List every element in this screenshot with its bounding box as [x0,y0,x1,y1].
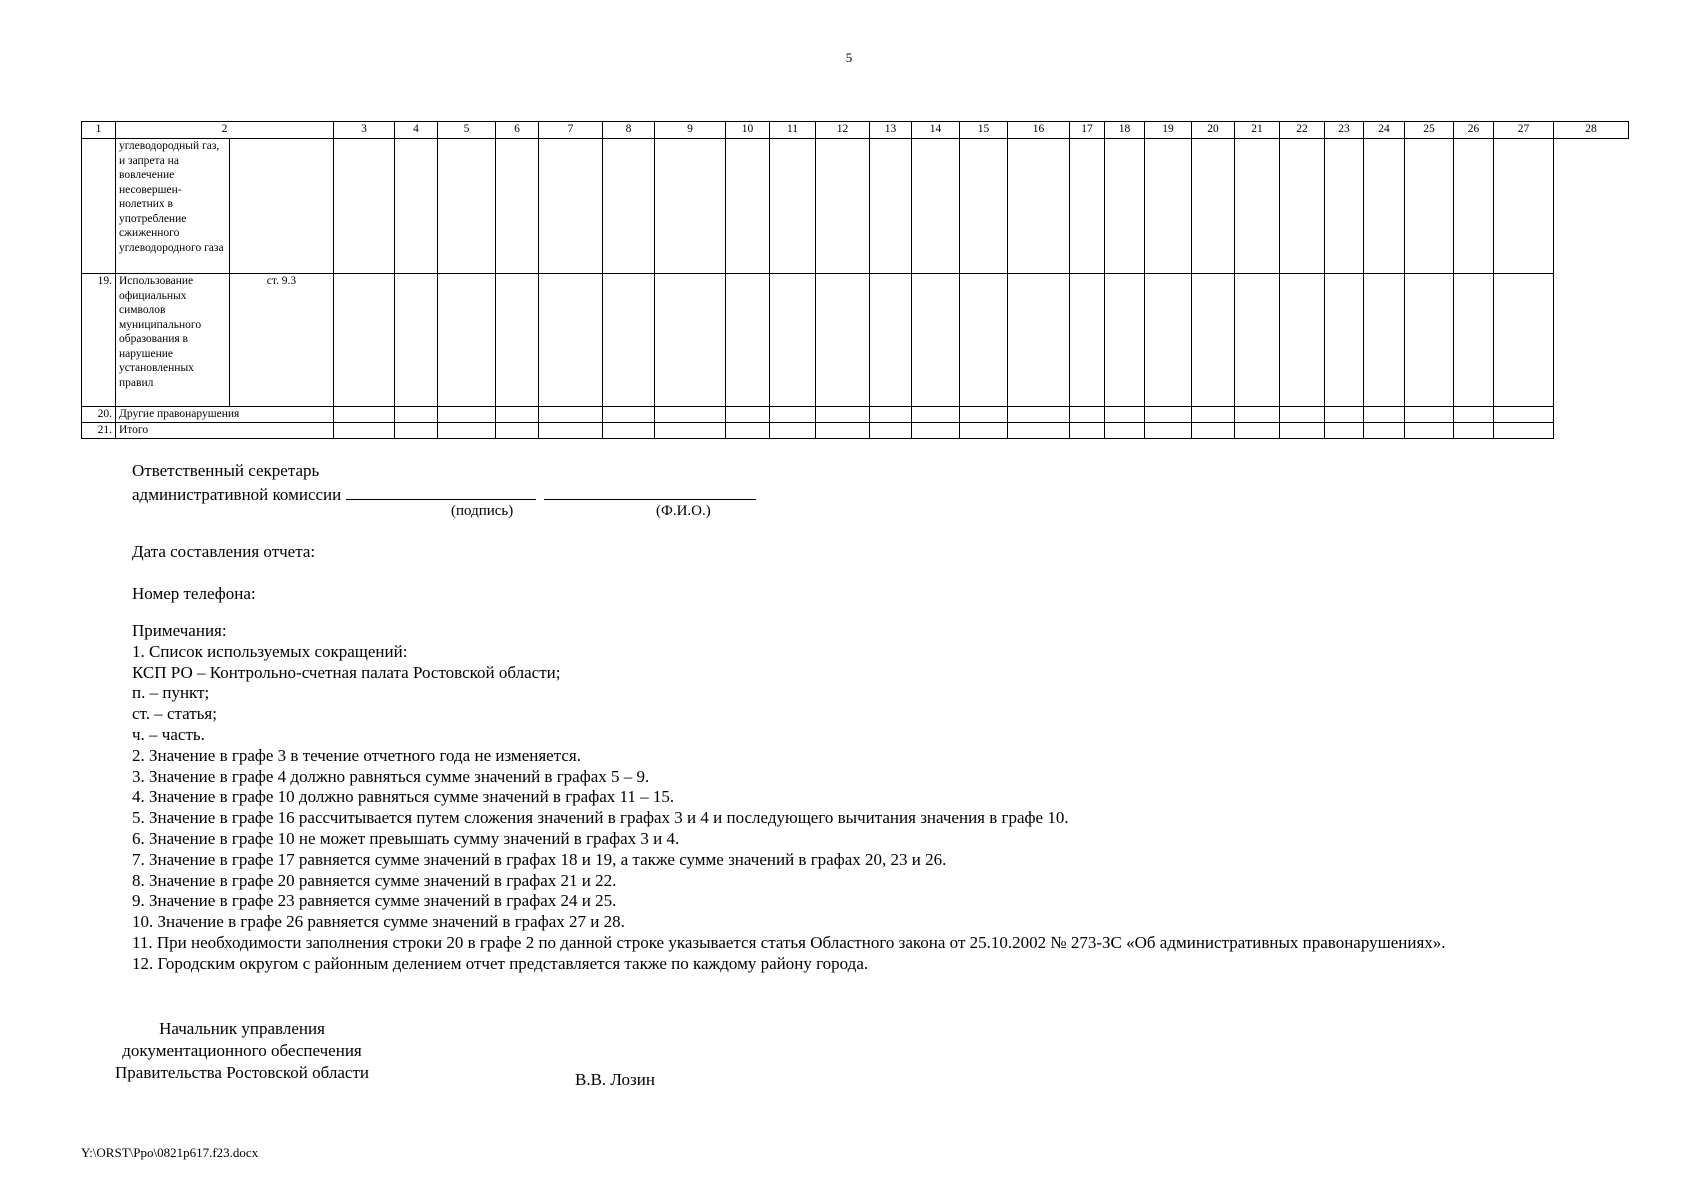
secretary-title-line2 [132,481,756,505]
column-number: 24 [1364,122,1405,139]
column-number: 25 [1405,122,1454,139]
column-number: 9 [655,122,726,139]
table-row [82,139,1629,274]
row-number: 20. [82,407,116,423]
note-line: 8. Значение в графе 20 равняется сумме значений в графах 21 и 22. [132,870,617,890]
report-date-label: Дата составления отчета: [132,542,316,561]
row-number: 21. [82,423,116,439]
column-number: 27 [1494,122,1554,139]
column-number: 1 [82,122,116,139]
name-caption: (Ф.И.О.) [656,503,711,519]
note-line: 3. Значение в графе 4 должно равняться сумме значений в графах 5 – 9. [132,766,650,786]
note-line: 4. Значение в графе 10 должно равняться сумме значений в графах 11 – 15. [132,787,675,807]
row-number: 19. [82,274,116,407]
row-description: углеводородный газ, и запрета на вовлечение несовершен-нолетних в употребление сжиженного углеводородного газа [116,139,230,274]
signatory-title-line1: Начальник управления [159,1019,325,1038]
note-line: 11. При необходимости заполнения строки 20 в графе 2 по данной строке указывается статья Областного закона от 25.10.2002 № 273-ЗС «Об административных правонарушениях». [132,932,1446,952]
signature-line [346,481,536,500]
column-number: 18 [1105,122,1145,139]
page-number: 5 [845,50,853,65]
column-number: 13 [870,122,912,139]
row-description: Другие правонарушения [116,407,334,423]
row-description: Использование официальных символов муниципального образования в нарушение установленных правил [116,274,230,407]
column-number: 26 [1454,122,1494,139]
column-number: 2 [116,122,334,139]
column-number: 11 [770,122,816,139]
column-number: 6 [496,122,539,139]
signatory-title-line3: Правительства Ростовской области [115,1063,369,1082]
note-line: ч. – часть. [132,724,205,744]
note-line: 7. Значение в графе 17 равняется сумме значений в графах 18 и 19, а также сумме значений в графах 20, 23 и 26. [132,849,947,869]
column-number: 3 [334,122,395,139]
row-article: ст. 9.3 [230,274,334,407]
column-number: 7 [539,122,603,139]
column-number: 20 [1192,122,1235,139]
column-number: 10 [726,122,770,139]
secretary-block [132,460,756,505]
column-number: 14 [912,122,960,139]
report-table [81,121,1629,439]
note-line: п. – пункт; [132,683,210,703]
column-number: 5 [438,122,496,139]
column-number: 28 [1554,122,1629,139]
note-line: 9. Значение в графе 23 равняется сумме значений в графах 24 и 25. [132,891,617,911]
column-number: 4 [395,122,438,139]
signatory-title [82,1018,402,1084]
signatory-title-line2: документационного обеспечения [122,1041,362,1060]
table-row [82,274,1629,407]
note-line: КСП РО – Контрольно-счетная палата Ростовской области; [132,662,561,682]
notes-title: Примечания: [132,621,227,640]
note-line: 2. Значение в графе 3 в течение отчетного года не изменяется. [132,745,581,765]
note-line: 12. Городским округом с районным делением отчет представляется также по каждому району города. [132,953,869,973]
column-number-row [82,122,1629,139]
signatory-name: В.В. Лозин [575,1070,655,1089]
column-number: 21 [1235,122,1280,139]
column-number: 22 [1280,122,1325,139]
name-line [544,481,756,500]
note-line: 10. Значение в графе 26 равняется сумме значений в графах 27 и 28. [132,912,625,932]
note-line: ст. – статья; [132,704,217,724]
note-line: 6. Значение в графе 10 не может превышать сумму значений в графах 3 и 4. [132,828,680,848]
table-row [82,423,1629,439]
column-number: 16 [1008,122,1070,139]
row-description: Итого [116,423,334,439]
column-number: 17 [1070,122,1105,139]
column-number: 15 [960,122,1008,139]
notes-section [82,621,1626,975]
signature-caption: (подпись) [451,503,514,519]
row-article [230,139,334,274]
note-line: 5. Значение в графе 16 рассчитывается путем сложения значений в графах 3 и 4 и последующего вычитания значения в графе 10. [132,808,1069,828]
column-number: 12 [816,122,870,139]
column-number: 8 [603,122,655,139]
note-line: 1. Список используемых сокращений: [132,641,408,661]
column-number: 19 [1145,122,1192,139]
column-number: 23 [1325,122,1364,139]
phone-label: Номер телефона: [132,584,256,603]
footer-file-path: Y:\ORST\Ppo\0821p617.f23.docx [81,1145,259,1160]
secretary-title-line1: Ответственный секретарь [132,461,320,480]
row-number [82,139,116,274]
secretary-title-text: административной комиссии [132,485,342,504]
table-row [82,407,1629,423]
